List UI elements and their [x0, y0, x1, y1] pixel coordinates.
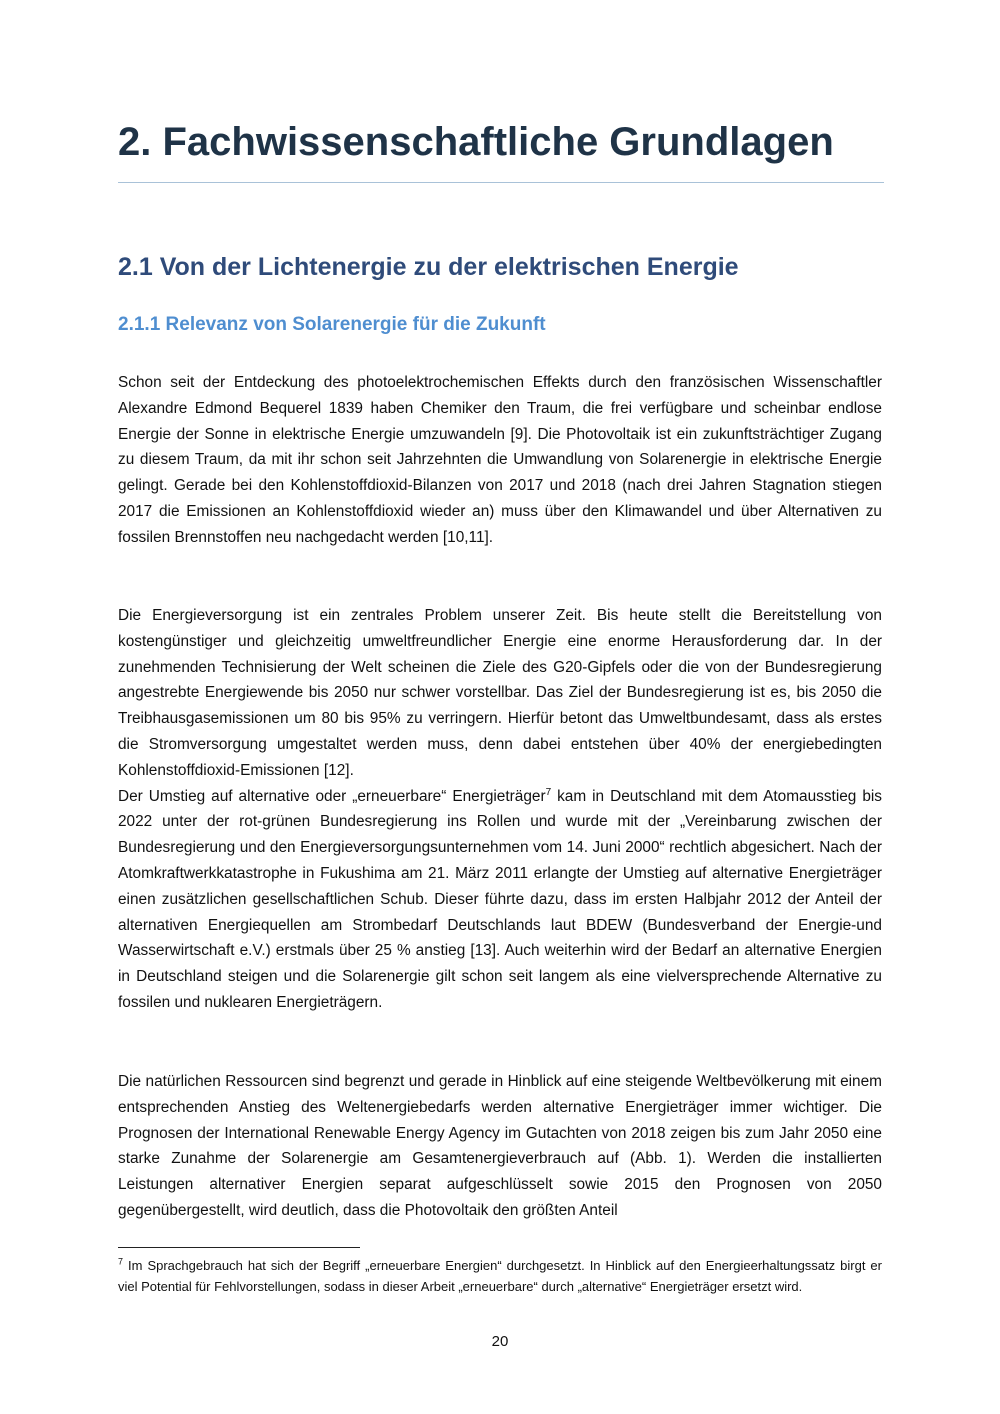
footnote-text: Im Sprachgebrauch hat sich der Begriff „erneuerbare Energien“ durchgesetzt. In Hinblick auf den Energieerhaltungssatz birgt er viel Potential für Fehlvorstellungen, sodass in dieser Arbeit „erneuerbare“ durch „alternative“ Energieträger ersetzt wird. [118, 1258, 882, 1294]
page-number: 20 [491, 1333, 509, 1350]
chapter-title: 2. Fachwissenschaftliche Grundlagen [118, 120, 834, 164]
section-heading: 2.1 Von der Lichtenergie zu der elektrischen Energie [118, 253, 739, 281]
paragraph-3 [118, 784, 882, 1016]
footnote-reference-mark[interactable]: 7 [545, 786, 552, 798]
paragraph-4: Die natürlichen Ressourcen sind begrenzt und gerade in Hinblick auf eine steigende Weltbevölkerung mit einem entsprechenden Anstieg des Weltenergiebedarfs werden alternative Energieträger immer wichtiger. Die Prognosen der International Renewable Energy Agency im Gutachten von 2018 zeigen bis zum Jahr 2050 eine starke Zunahme der Solarenergie am Gesamtenergieverbrauch auf (Abb. 1). Werden die installierten Leistungen alternativer Energien separat aufgeschlüsselt sowie 2015 den Prognosen von 2050 gegenübergestellt, wird deutlich, dass die Photovoltaik den größten Anteil [118, 1073, 882, 1219]
paragraph-3-start: Der Umstieg auf alternative oder „erneuerbare“ Energieträger [118, 787, 546, 805]
footnote-mark: 7 [118, 1256, 124, 1267]
paragraph-2: Die Energieversorgung ist ein zentrales Problem unserer Zeit. Bis heute stellt die Bereitstellung von kostengünstiger und gleichzeitig umweltfreundlicher Energie eine enorme Herausforderung dar. In der zunehmenden Technisierung der Welt scheinen die Ziele des G20-Gipfels oder die von der Bundesregierung angestrebte Energiewende bis 2050 nur schwer vorstellbar. Das Ziel der Bundesregierung ist es, bis 2050 die Treibhausgasemissionen um 80 bis 95% zu verringern. Hierfür betont das Umweltbundesamt, dass als erstes die Stromversorgung umgestaltet werden muss, denn dabei entstehen über 40% der energiebedingten Kohlenstoffdioxid-Emissionen [12]. [118, 607, 882, 779]
paragraph-1: Schon seit der Entdeckung des photoelektrochemischen Effekts durch den französischen Wissenschaftler Alexandre Edmond Bequerel 1839 haben Chemiker den Traum, die frei verfügbare und scheinbar endlose Energie der Sonne in elektrische Energie umzuwandeln [9]. Die Photovoltaik ist ein zukunftsträchtiger Zugang zu diesem Traum, da mit ihr schon seit Jahrzehnten die Umwandlung von Solarenergie in elektrische Energie gelingt. Gerade bei den Kohlenstoffdioxid-Bilanzen von 2017 und 2018 (nach drei Jahren Stagnation stiegen 2017 die Emissionen an Kohlenstoffdioxid wieder an) muss über den Klimawandel und über Alternativen zu fossilen Brennstoffen neu nachgedacht werden [10,11]. [118, 374, 882, 546]
footnote [118, 1256, 882, 1297]
footnote-separator [118, 1247, 360, 1248]
paragraph-group-2 [118, 603, 882, 1016]
paragraph-3-rest: kam in Deutschland mit dem Atomausstieg bis 2022 unter der rot-grünen Bundesregierung ins Rollen und wurde mit der „Vereinbarung zwischen der Bundesregierung und den Energieversorgungsunternehmen vom 14. Juni 2000“ rechtlich abgesichert. Nach der Atomkraftwerkkatastrophe in Fukushima am 21. März 2011 erlangte der Umstieg auf alternative Energieträger einen zusätzlichen gesellschaftlichen Schub. Dieser führte dazu, dass im ersten Halbjahr 2012 der Anteil der alternativen Energiequellen am Strombedarf Deutschlands laut BDEW (Bundesverband der Energie-und Wasserwirtschaft e.V.) erstmals über 25 % anstieg [13]. Auch weiterhin wird der Bedarf an alternative Energien in Deutschland steigen und die Solarenergie gilt schon seit langem als eine vielversprechende Alternative zu fossilen und nuklearen Energieträgern. [118, 787, 882, 1011]
subsection-heading: 2.1.1 Relevanz von Solarenergie für die Zukunft [118, 314, 546, 335]
chapter-title-underline [118, 182, 884, 183]
